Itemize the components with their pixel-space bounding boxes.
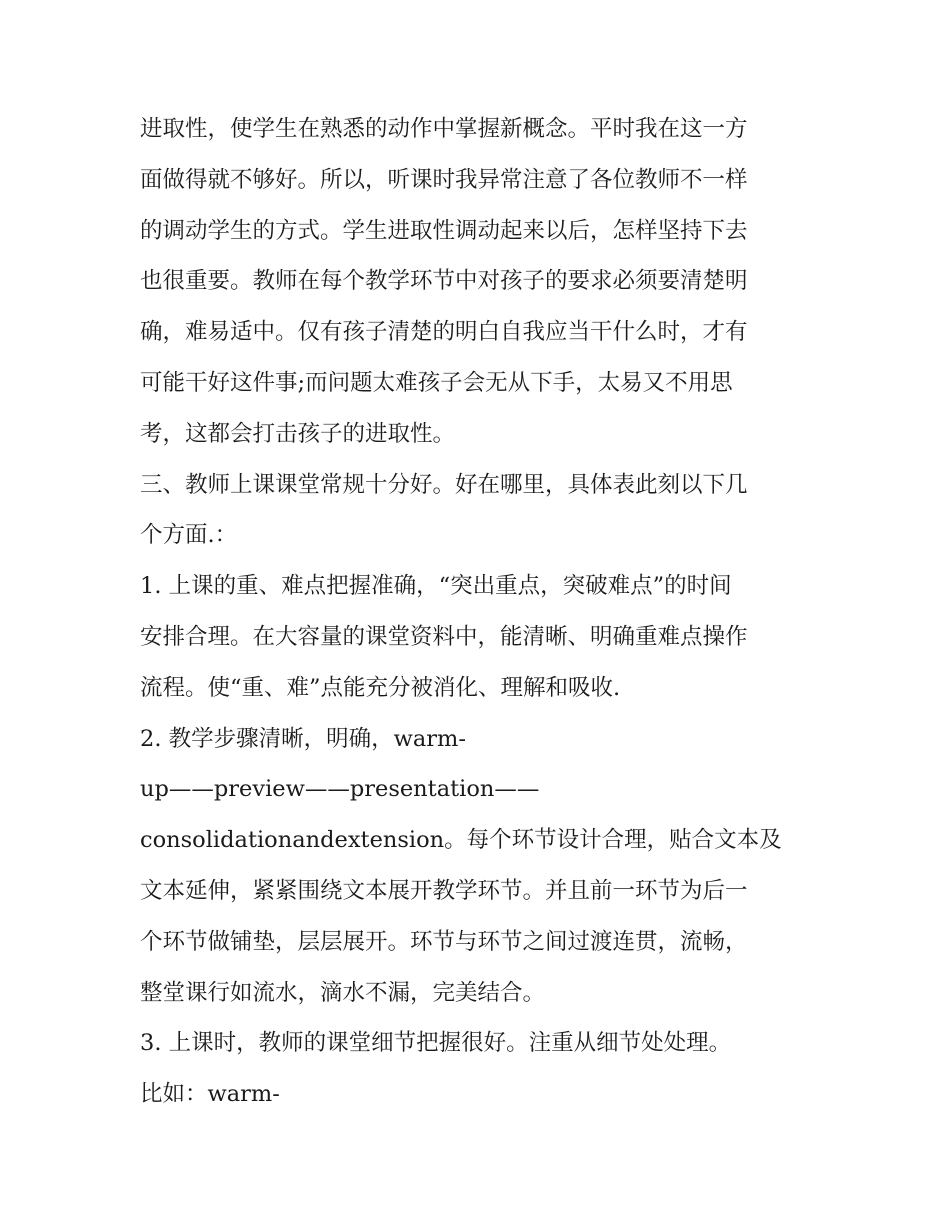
text-line: 个环节做铺垫，层层展开。环节与环节之间过渡连贯，流畅， (140, 928, 748, 955)
text-line: 面做得就不够好。所以，听课时我异常注意了各位教师不一样 (140, 166, 748, 193)
text-line: 的调动学生的方式。学生进取性调动起来以后，怎样坚持下去 (140, 217, 748, 244)
section-heading: 三、教师上课课堂常规十分好。好在哪里，具体表此刻以下几 (140, 471, 748, 498)
body-text (140, 104, 820, 1120)
text-line: consolidationandextension。每个环节设计合理，贴合文本及 (140, 827, 782, 854)
text-line: 比如：warm- (140, 1081, 280, 1108)
text-line: 流程。使“重、难”点能充分被消化、理解和吸收. (140, 674, 621, 701)
list-item-3: 3. 上课时，教师的课堂细节把握很好。注重从细节处处理。 (140, 1030, 732, 1057)
text-line: 也很重要。教师在每个教学环节中对孩子的要求必须要清楚明 (140, 268, 748, 295)
text-line: 个方面.： (140, 522, 238, 549)
text-line: 整堂课行如流水，滴水不漏，完美结合。 (140, 979, 546, 1006)
text-line: 文本延伸，紧紧围绕文本展开教学环节。并且前一环节为后一 (140, 877, 748, 904)
text-line: 考，这都会打击孩子的进取性。 (140, 420, 456, 447)
text-line: 确，难易适中。仅有孩子清楚的明白自我应当干什么时，才有 (140, 319, 748, 346)
list-item-2: 2. 教学步骤清晰，明确，warm- (140, 725, 466, 752)
list-item-1: 1. 上课的重、难点把握准确，“突出重点，突破难点”的时间 (140, 573, 732, 600)
text-line: 进取性，使学生在熟悉的动作中掌握新概念。平时我在这一方 (140, 116, 748, 142)
text-line: 可能干好这件事;而问题太难孩子会无从下手，太易又不用思 (140, 369, 733, 396)
text-line: 安排合理。在大容量的课堂资料中，能清晰、明确重难点操作 (140, 623, 748, 650)
text-line: up——preview——presentation—— (140, 776, 540, 803)
